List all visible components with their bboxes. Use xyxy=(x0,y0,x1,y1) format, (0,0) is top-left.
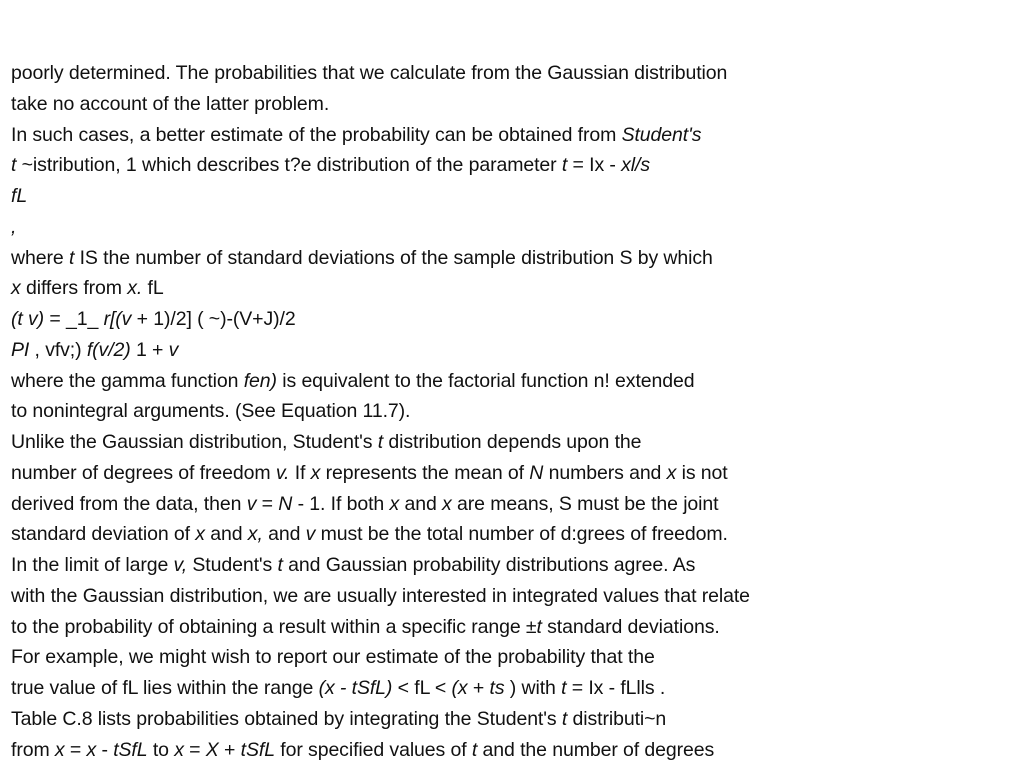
document-body xyxy=(11,58,1011,765)
text-line xyxy=(11,673,1011,704)
text-segment: = xyxy=(64,738,87,761)
italic-text-segment: (x xyxy=(451,677,468,699)
text-segment: poorly determined. The probabilities that we calculate from the Gaussian distribution xyxy=(11,62,728,84)
text-line xyxy=(11,273,1011,304)
italic-text-segment: r[(v xyxy=(103,308,132,330)
text-segment: derived from the data, then xyxy=(11,492,247,515)
text-segment: and the number of degrees xyxy=(477,738,715,761)
italic-text-segment: fen) xyxy=(243,369,277,392)
italic-text-segment: ts xyxy=(489,677,505,699)
text-segment: and xyxy=(262,523,306,546)
text-segment: fL xyxy=(142,277,164,300)
italic-text-segment: t xyxy=(561,707,568,730)
text-segment: In the limit of large xyxy=(11,554,174,576)
italic-text-segment: (t v) xyxy=(11,308,45,330)
text-segment: with the Gaussian distribution, we are usually interested in integrated values that relate xyxy=(11,584,750,607)
italic-text-segment: x xyxy=(389,492,400,515)
text-segment: ~istribution, 1 which describes t?e distribution of the parameter xyxy=(16,154,562,177)
text-line xyxy=(11,304,1011,335)
text-segment: must be the total number of d:grees of freedom. xyxy=(315,523,728,546)
text-segment: Student's xyxy=(187,554,278,576)
text-segment: + xyxy=(467,677,490,699)
text-segment: is not xyxy=(676,461,728,484)
text-segment: = xyxy=(183,738,206,761)
text-segment: take no account of the latter problem. xyxy=(11,92,330,115)
italic-text-segment: v xyxy=(305,523,316,546)
text-segment: numbers and xyxy=(543,461,667,484)
italic-text-segment: x xyxy=(11,277,21,300)
text-segment: ) with xyxy=(504,677,562,699)
text-segment: - 1. If both xyxy=(292,492,390,515)
text-segment: to nonintegral arguments. (See Equation 11.7). xyxy=(11,400,411,423)
text-segment: = xyxy=(256,492,279,515)
text-line xyxy=(11,366,1011,397)
italic-text-segment: v, xyxy=(173,554,188,576)
italic-text-segment: t xyxy=(471,738,478,761)
text-line xyxy=(11,642,1011,673)
italic-text-segment: (x - tSfL) xyxy=(318,677,393,699)
text-line xyxy=(11,243,1011,274)
text-segment: < fL < xyxy=(392,677,452,699)
italic-text-segment: tSfL xyxy=(113,738,148,761)
italic-text-segment: t xyxy=(561,677,567,699)
text-segment: - xyxy=(96,738,114,761)
text-segment: , vfv;) xyxy=(29,338,87,361)
italic-text-segment: f(v/2) xyxy=(86,338,131,361)
italic-text-segment: v xyxy=(168,338,179,361)
italic-text-segment: , xyxy=(11,215,17,238)
italic-text-segment: x xyxy=(86,738,97,761)
italic-text-segment: x xyxy=(174,738,184,761)
text-segment: = _1_ xyxy=(44,308,104,330)
italic-text-segment: t xyxy=(68,246,75,269)
text-segment: distribution depends upon the xyxy=(383,431,642,453)
text-line xyxy=(11,58,1011,89)
text-segment: for specified values of xyxy=(274,738,472,761)
italic-text-segment: x. xyxy=(127,277,143,300)
text-line xyxy=(11,735,1011,766)
text-line xyxy=(11,612,1011,643)
text-segment: + xyxy=(218,738,241,761)
text-line xyxy=(11,89,1011,120)
italic-text-segment: x xyxy=(310,461,321,484)
italic-text-segment: fL xyxy=(11,185,28,207)
text-segment: to the probability of obtaining a result within a specific range xyxy=(11,615,526,638)
italic-text-segment: v. xyxy=(275,461,290,484)
italic-text-segment: v xyxy=(246,492,257,515)
text-segment: differs from xyxy=(20,277,128,300)
italic-text-segment: N xyxy=(529,461,544,484)
italic-text-segment: xl/s xyxy=(621,154,650,177)
text-segment: Unlike the Gaussian distribution, Student's xyxy=(11,431,378,453)
italic-text-segment: x xyxy=(54,738,65,761)
text-segment: is equivalent to the factorial function n! extended xyxy=(276,369,695,392)
italic-text-segment: X xyxy=(205,738,219,761)
text-segment: true value of fL lies within the range xyxy=(11,677,319,699)
italic-text-segment: ±t xyxy=(525,615,542,638)
text-line xyxy=(11,150,1011,181)
italic-text-segment: t xyxy=(11,154,17,177)
text-segment: If xyxy=(289,461,311,484)
text-line xyxy=(11,335,1011,366)
text-line xyxy=(11,704,1011,735)
text-segment: and xyxy=(399,492,443,515)
text-segment: distributi~n xyxy=(567,707,667,730)
italic-text-segment: tSfL xyxy=(240,738,275,761)
italic-text-segment: x, xyxy=(247,523,263,546)
italic-text-segment: Student's xyxy=(621,123,702,146)
text-segment: IS the number of standard deviations of the sample distribution S by which xyxy=(74,246,713,269)
text-segment: where xyxy=(11,246,69,269)
italic-text-segment: x xyxy=(442,492,452,515)
text-segment: standard deviation of xyxy=(11,523,196,546)
text-line xyxy=(11,458,1011,489)
text-line xyxy=(11,427,1011,458)
text-segment: represents the mean of xyxy=(320,461,530,484)
text-segment: 1 + xyxy=(130,338,169,361)
text-line xyxy=(11,489,1011,520)
text-segment: and Gaussian probability distributions agree. As xyxy=(282,554,696,576)
text-segment: number of degrees of freedom xyxy=(11,461,276,484)
text-line xyxy=(11,120,1011,151)
text-segment: Table C.8 lists probabilities obtained by integrating the Student's xyxy=(11,707,562,730)
italic-text-segment: N xyxy=(278,492,293,515)
text-line xyxy=(11,581,1011,612)
italic-text-segment: t xyxy=(277,554,283,576)
text-segment: and xyxy=(204,523,248,546)
italic-text-segment: t xyxy=(377,431,384,453)
text-line xyxy=(11,519,1011,550)
text-segment: For example, we might wish to report our estimate of the probability that the xyxy=(11,646,655,669)
text-segment: In such cases, a better estimate of the probability can be obtained from xyxy=(11,123,622,146)
text-segment: are means, S must be the joint xyxy=(451,492,719,515)
text-segment: to xyxy=(147,738,175,761)
text-segment: = Ix - xyxy=(567,154,622,177)
text-line xyxy=(11,181,1011,212)
italic-text-segment: PI xyxy=(11,338,30,361)
italic-text-segment: x xyxy=(195,523,205,546)
text-segment: + 1)/2] ( ~)-(V+J)/2 xyxy=(131,308,296,330)
italic-text-segment: t xyxy=(561,154,568,177)
italic-text-segment: x xyxy=(666,461,677,484)
text-line xyxy=(11,212,1011,243)
text-segment: where the gamma function xyxy=(11,369,244,392)
text-segment: standard deviations. xyxy=(541,615,720,638)
text-segment: from xyxy=(11,738,55,761)
text-segment: = Ix - fLlls . xyxy=(566,677,666,699)
text-line xyxy=(11,396,1011,427)
text-line xyxy=(11,550,1011,581)
